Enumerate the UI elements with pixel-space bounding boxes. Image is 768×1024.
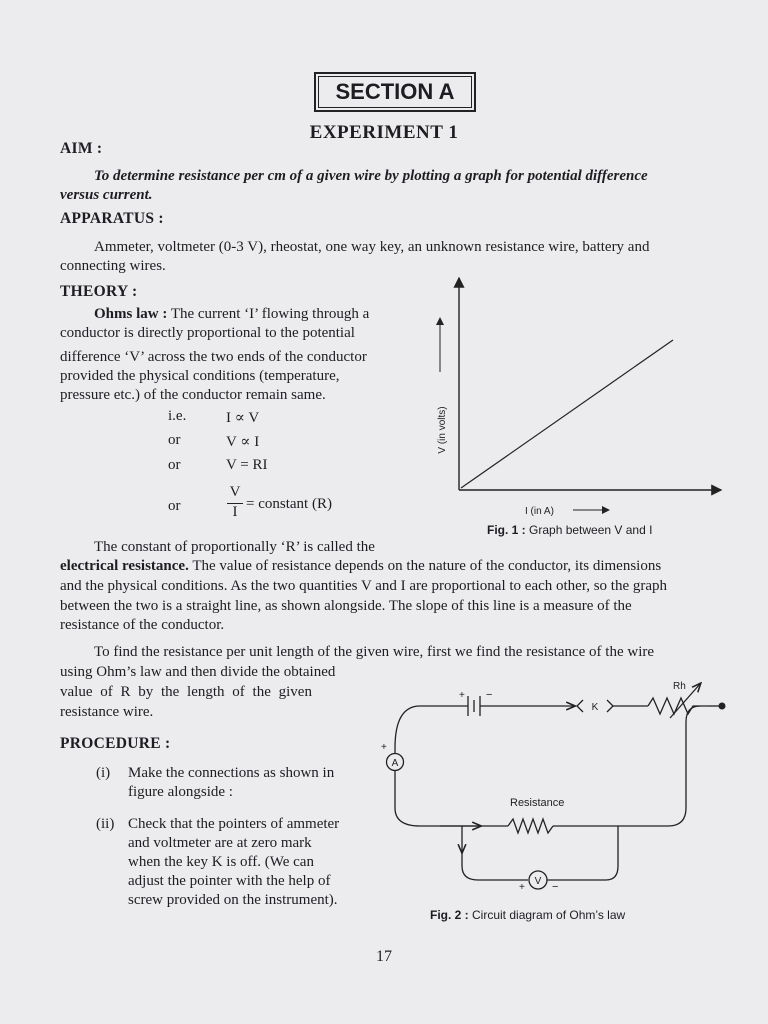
eq-or-1: or — [168, 432, 181, 448]
theory-heading: THEORY : — [60, 283, 138, 300]
fig1-vi-line — [461, 340, 673, 488]
apparatus-heading: APPARATUS : — [60, 210, 164, 227]
key-label: K — [591, 702, 599, 713]
step2-line-5: screw provided on the instrument). — [128, 892, 338, 908]
eq-ie: i.e. — [168, 408, 187, 424]
rheostat-label: Rh — [673, 681, 686, 692]
step2-line-1: Check that the pointers of ammeter — [128, 816, 340, 832]
fig1-caption — [487, 523, 652, 537]
apparatus-line-2: connecting wires. — [60, 258, 166, 274]
ammeter-label: A — [391, 758, 399, 769]
ohms-law-label: Ohms law : — [94, 306, 168, 322]
para2-line-3: and the physical conditions. As the two quantities V and I are proportional to each other, so the graph — [60, 578, 668, 594]
page-number: 17 — [376, 948, 392, 965]
fig1-ylabel: V (in volts) — [437, 406, 448, 454]
resistance-coil — [508, 819, 553, 833]
eq-or-3: or — [168, 498, 181, 514]
step2-line-2: and voltmeter are at zero mark — [128, 835, 312, 851]
ohms-line-5: pressure etc.) of the conductor remain same. — [60, 387, 326, 403]
key-right — [607, 700, 613, 712]
resistance-label: Resistance — [510, 797, 565, 809]
wire-top-left — [395, 706, 468, 748]
fig2-caption-label: Fig. 2 : — [430, 908, 469, 922]
step1-line-1: Make the connections as shown in — [128, 765, 335, 781]
electrical-resistance-term: electrical resistance. — [60, 558, 189, 574]
para2-line-1: The constant of proportionally ‘R’ is called the — [94, 539, 375, 555]
aim-line-2: versus current. — [60, 187, 153, 203]
ohms-line-1 — [94, 305, 369, 324]
key-left — [577, 700, 583, 712]
voltmeter-plus: + — [519, 882, 525, 893]
eq-1: I ∝ V — [226, 410, 260, 426]
ohms-line-2: conductor is directly proportional to the potential — [60, 325, 355, 341]
battery-plus: + — [459, 690, 465, 701]
apparatus-line-1: Ammeter, voltmeter (0-3 V), rheostat, one way key, an unknown resistance wire, battery and — [94, 239, 650, 255]
section-title: SECTION A — [314, 72, 476, 112]
fig2-caption — [430, 908, 625, 922]
para3-line-3: value of R by the length of the given — [60, 684, 312, 700]
aim-heading: AIM : — [60, 140, 103, 157]
experiment-title: EXPERIMENT 1 — [309, 122, 459, 143]
wire-right — [553, 706, 700, 826]
step2-number: (ii) — [96, 816, 115, 832]
eq-frac-denominator: I — [232, 504, 238, 520]
wire-bottom-left — [395, 808, 480, 826]
battery-minus: − — [486, 689, 493, 701]
ammeter-plus: + — [381, 742, 387, 753]
eq-4: = constant (R) — [246, 496, 332, 512]
ohms-line-1-text: The current ‘I’ flowing through a — [170, 306, 370, 322]
para2-line-2-text: The value of resistance depends on the nature of the conductor, its dimensions — [192, 558, 662, 574]
eq-2: V ∝ I — [226, 434, 260, 450]
eq-or-2: or — [168, 457, 181, 473]
procedure-heading: PROCEDURE : — [60, 735, 171, 752]
eq-3: V = RI — [226, 457, 268, 473]
voltmeter-label: V — [534, 876, 542, 887]
voltmeter-minus: − — [552, 881, 559, 893]
ohms-line-3: difference ‘V’ across the two ends of the conductor — [60, 349, 367, 365]
fig2-circuit — [370, 670, 740, 910]
para2-line-4: between the two is a straight line, as shown alongside. The slope of this line is a measure of the — [60, 598, 632, 614]
eq-frac-numerator: V — [229, 484, 241, 500]
step2-line-3: when the key K is off. (We can — [128, 854, 314, 870]
step1-number: (i) — [96, 765, 111, 781]
voltmeter-wire-left — [462, 852, 528, 880]
fig1-graph — [425, 270, 730, 540]
fig1-caption-text: Graph between V and I — [529, 523, 653, 537]
para2-line-5: resistance of the conductor. — [60, 617, 225, 633]
step1-line-2: figure alongside : — [128, 784, 233, 800]
fig1-caption-label: Fig. 1 : — [487, 523, 526, 537]
para2-line-2 — [60, 557, 724, 576]
step2-line-4: adjust the pointer with the help of — [128, 873, 331, 889]
para3-line-2: using Ohm’s law and then divide the obtained — [60, 664, 336, 680]
para3-line-4: resistance wire. — [60, 704, 154, 720]
fig2-caption-text: Circuit diagram of Ohm’s law — [472, 908, 626, 922]
voltmeter-wire-right — [547, 826, 618, 880]
aim-line-1: To determine resistance per cm of a given wire by plotting a graph for potential difference — [94, 168, 648, 184]
fig1-xlabel: I (in A) — [525, 506, 554, 517]
para3-line-1: To find the resistance per unit length of the given wire, first we find the resistance of the wire — [94, 644, 655, 660]
ohms-line-4: provided the physical conditions (temperature, — [60, 368, 340, 384]
